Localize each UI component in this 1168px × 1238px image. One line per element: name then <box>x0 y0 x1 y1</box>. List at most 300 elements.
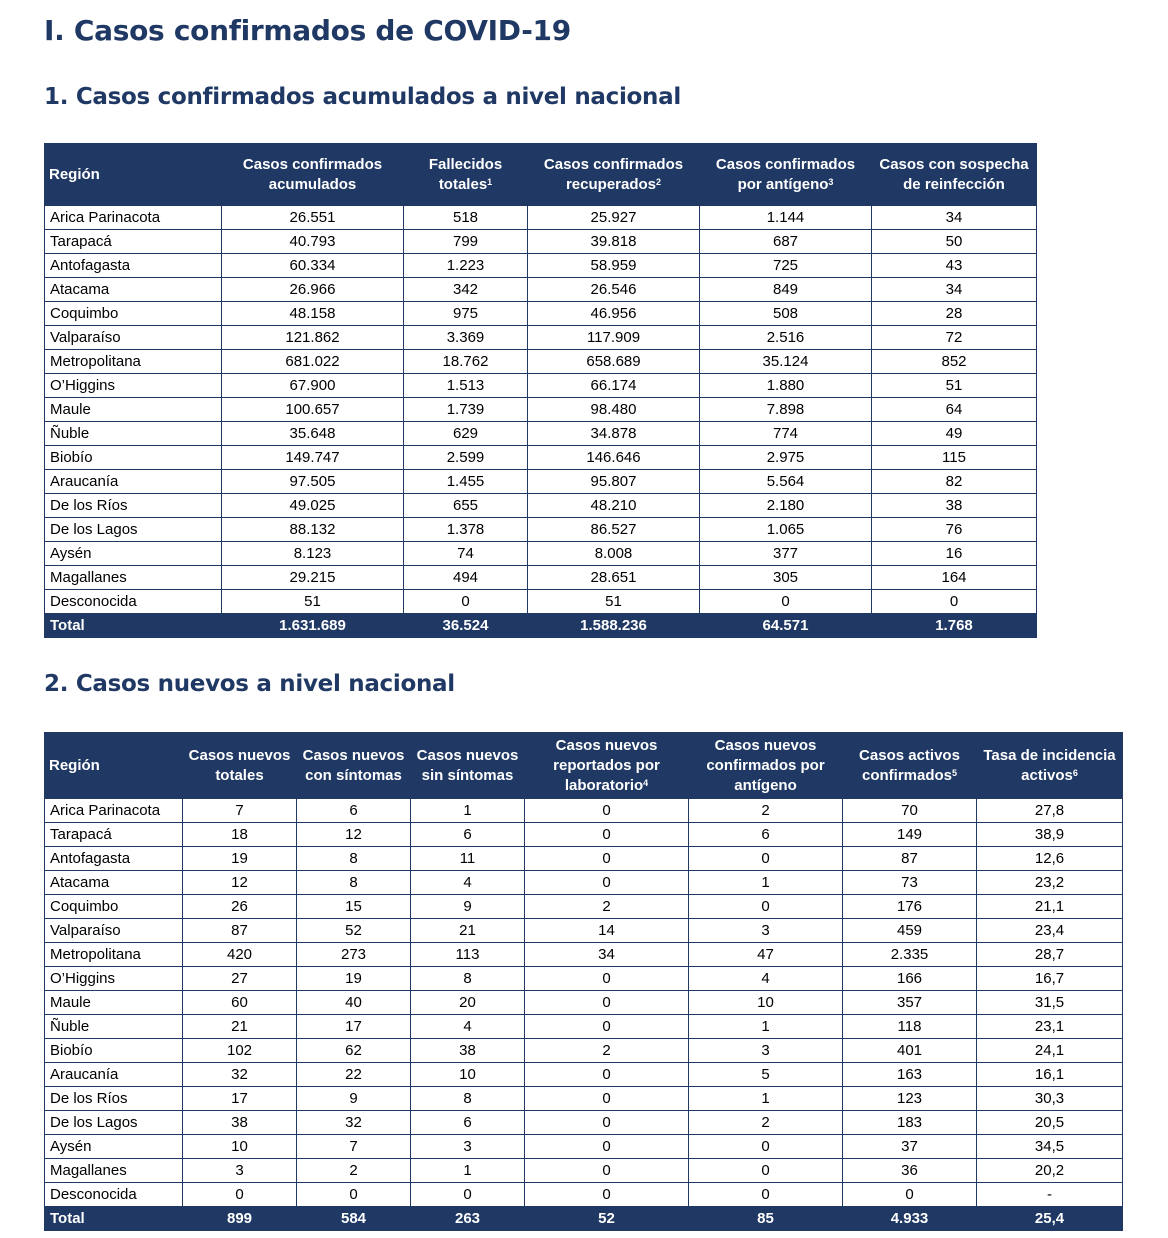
value-cell: 0 <box>700 590 872 614</box>
total-row <box>45 614 1037 638</box>
value-cell: 28 <box>872 302 1037 326</box>
value-cell: 76 <box>872 518 1037 542</box>
value-cell: 0 <box>404 590 528 614</box>
value-cell: 24,1 <box>977 1039 1123 1063</box>
value-cell: 1 <box>689 1015 843 1039</box>
value-cell: 2.975 <box>700 446 872 470</box>
value-cell: 34 <box>872 278 1037 302</box>
value-cell: 2.516 <box>700 326 872 350</box>
region-cell: Atacama <box>45 278 222 302</box>
value-cell: 95.807 <box>528 470 700 494</box>
value-cell: 98.480 <box>528 398 700 422</box>
value-cell: 377 <box>700 542 872 566</box>
region-cell: De los Lagos <box>45 1111 183 1135</box>
value-cell: 15 <box>297 895 411 919</box>
value-cell: 8 <box>297 847 411 871</box>
region-cell: Tarapacá <box>45 230 222 254</box>
value-cell: 117.909 <box>528 326 700 350</box>
value-cell: 852 <box>872 350 1037 374</box>
value-cell: 21 <box>183 1015 297 1039</box>
region-cell: Ñuble <box>45 1015 183 1039</box>
total-value: 1.588.236 <box>528 614 700 638</box>
region-cell: Metropolitana <box>45 350 222 374</box>
region-cell: Maule <box>45 991 183 1015</box>
value-cell: 1 <box>411 799 525 823</box>
table-row <box>45 470 1037 494</box>
value-cell: 3 <box>411 1135 525 1159</box>
value-cell: 0 <box>525 1087 689 1111</box>
column-header: Región <box>45 733 183 799</box>
table-row <box>45 302 1037 326</box>
value-cell: 66.174 <box>528 374 700 398</box>
value-cell: 149.747 <box>222 446 404 470</box>
region-cell: Aysén <box>45 1135 183 1159</box>
value-cell: 27,8 <box>977 799 1123 823</box>
value-cell: 72 <box>872 326 1037 350</box>
value-cell: 9 <box>411 895 525 919</box>
value-cell: 508 <box>700 302 872 326</box>
value-cell: 0 <box>872 590 1037 614</box>
value-cell: 100.657 <box>222 398 404 422</box>
value-cell: 2 <box>525 1039 689 1063</box>
value-cell: 0 <box>525 1111 689 1135</box>
value-cell: 19 <box>183 847 297 871</box>
table-row <box>45 895 1123 919</box>
value-cell: 51 <box>222 590 404 614</box>
value-cell: 46.956 <box>528 302 700 326</box>
region-cell: Antofagasta <box>45 847 183 871</box>
value-cell: 21 <box>411 919 525 943</box>
value-cell: 6 <box>689 823 843 847</box>
value-cell: - <box>977 1183 1123 1207</box>
total-label: Total <box>45 614 222 638</box>
value-cell: 10 <box>411 1063 525 1087</box>
value-cell: 67.900 <box>222 374 404 398</box>
table-row <box>45 1159 1123 1183</box>
value-cell: 2 <box>689 1111 843 1135</box>
page-title: I. Casos confirmados de COVID-19 <box>44 14 571 47</box>
region-cell: Magallanes <box>45 566 222 590</box>
value-cell: 35.648 <box>222 422 404 446</box>
value-cell: 32 <box>297 1111 411 1135</box>
new-cases-table <box>44 732 1123 1231</box>
value-cell: 7.898 <box>700 398 872 422</box>
total-value: 85 <box>689 1207 843 1231</box>
value-cell: 73 <box>843 871 977 895</box>
table-row <box>45 1039 1123 1063</box>
value-cell: 1.378 <box>404 518 528 542</box>
value-cell: 26.546 <box>528 278 700 302</box>
value-cell: 8.008 <box>528 542 700 566</box>
value-cell: 35.124 <box>700 350 872 374</box>
table-row <box>45 422 1037 446</box>
value-cell: 70 <box>843 799 977 823</box>
total-label: Total <box>45 1207 183 1231</box>
table-row <box>45 326 1037 350</box>
value-cell: 1 <box>689 871 843 895</box>
value-cell: 97.505 <box>222 470 404 494</box>
value-cell: 1.513 <box>404 374 528 398</box>
value-cell: 40.793 <box>222 230 404 254</box>
region-cell: O’Higgins <box>45 374 222 398</box>
value-cell: 21,1 <box>977 895 1123 919</box>
value-cell: 23,1 <box>977 1015 1123 1039</box>
region-cell: O’Higgins <box>45 967 183 991</box>
table-row <box>45 1015 1123 1039</box>
value-cell: 20,5 <box>977 1111 1123 1135</box>
value-cell: 7 <box>297 1135 411 1159</box>
table-row <box>45 542 1037 566</box>
table-row <box>45 566 1037 590</box>
value-cell: 975 <box>404 302 528 326</box>
value-cell: 8 <box>411 1087 525 1111</box>
value-cell: 37 <box>843 1135 977 1159</box>
total-value: 4.933 <box>843 1207 977 1231</box>
region-cell: Maule <box>45 398 222 422</box>
value-cell: 113 <box>411 943 525 967</box>
value-cell: 494 <box>404 566 528 590</box>
value-cell: 1 <box>689 1087 843 1111</box>
value-cell: 19 <box>297 967 411 991</box>
region-cell: Magallanes <box>45 1159 183 1183</box>
region-cell: Valparaíso <box>45 326 222 350</box>
value-cell: 34.878 <box>528 422 700 446</box>
value-cell: 17 <box>183 1087 297 1111</box>
value-cell: 2 <box>297 1159 411 1183</box>
value-cell: 0 <box>689 1159 843 1183</box>
value-cell: 0 <box>525 799 689 823</box>
value-cell: 49 <box>872 422 1037 446</box>
region-cell: De los Lagos <box>45 518 222 542</box>
value-cell: 12 <box>183 871 297 895</box>
value-cell: 38 <box>183 1111 297 1135</box>
value-cell: 26 <box>183 895 297 919</box>
value-cell: 1.223 <box>404 254 528 278</box>
column-header: Casos con sospecha de reinfección <box>872 144 1037 206</box>
value-cell: 629 <box>404 422 528 446</box>
value-cell: 687 <box>700 230 872 254</box>
value-cell: 2.599 <box>404 446 528 470</box>
value-cell: 38 <box>872 494 1037 518</box>
value-cell: 29.215 <box>222 566 404 590</box>
value-cell: 115 <box>872 446 1037 470</box>
value-cell: 0 <box>525 871 689 895</box>
region-cell: Valparaíso <box>45 919 183 943</box>
value-cell: 49.025 <box>222 494 404 518</box>
value-cell: 176 <box>843 895 977 919</box>
value-cell: 34,5 <box>977 1135 1123 1159</box>
value-cell: 88.132 <box>222 518 404 542</box>
value-cell: 26.551 <box>222 206 404 230</box>
value-cell: 16,7 <box>977 967 1123 991</box>
value-cell: 401 <box>843 1039 977 1063</box>
total-value: 1.768 <box>872 614 1037 638</box>
table-row <box>45 590 1037 614</box>
value-cell: 0 <box>525 1159 689 1183</box>
value-cell: 5.564 <box>700 470 872 494</box>
value-cell: 74 <box>404 542 528 566</box>
table-row <box>45 278 1037 302</box>
column-header: Tasa de incidencia activos$^6$ <box>977 733 1123 799</box>
value-cell: 0 <box>525 847 689 871</box>
value-cell: 459 <box>843 919 977 943</box>
value-cell: 0 <box>525 1015 689 1039</box>
value-cell: 31,5 <box>977 991 1123 1015</box>
region-cell: Tarapacá <box>45 823 183 847</box>
value-cell: 3 <box>183 1159 297 1183</box>
value-cell: 18 <box>183 823 297 847</box>
value-cell: 20,2 <box>977 1159 1123 1183</box>
value-cell: 30,3 <box>977 1087 1123 1111</box>
value-cell: 6 <box>411 1111 525 1135</box>
table-row <box>45 398 1037 422</box>
value-cell: 2 <box>689 799 843 823</box>
value-cell: 17 <box>297 1015 411 1039</box>
value-cell: 725 <box>700 254 872 278</box>
value-cell: 3 <box>689 1039 843 1063</box>
region-cell: Ñuble <box>45 422 222 446</box>
table-row <box>45 847 1123 871</box>
value-cell: 305 <box>700 566 872 590</box>
value-cell: 0 <box>183 1183 297 1207</box>
column-header: Fallecidos totales$^1$ <box>404 144 528 206</box>
table-row <box>45 1063 1123 1087</box>
value-cell: 87 <box>843 847 977 871</box>
value-cell: 50 <box>872 230 1037 254</box>
value-cell: 0 <box>411 1183 525 1207</box>
value-cell: 62 <box>297 1039 411 1063</box>
total-value: 64.571 <box>700 614 872 638</box>
value-cell: 47 <box>689 943 843 967</box>
value-cell: 38,9 <box>977 823 1123 847</box>
value-cell: 10 <box>689 991 843 1015</box>
table-row <box>45 991 1123 1015</box>
value-cell: 3 <box>689 919 843 943</box>
column-header: Casos confirmados por antígeno$^3$ <box>700 144 872 206</box>
value-cell: 11 <box>411 847 525 871</box>
region-cell: Desconocida <box>45 590 222 614</box>
value-cell: 38 <box>411 1039 525 1063</box>
value-cell: 0 <box>525 1183 689 1207</box>
region-cell: De los Ríos <box>45 494 222 518</box>
value-cell: 0 <box>525 1063 689 1087</box>
table-row <box>45 967 1123 991</box>
section1-heading: 1. Casos confirmados acumulados a nivel nacional <box>44 84 681 110</box>
value-cell: 0 <box>843 1183 977 1207</box>
total-value: 52 <box>525 1207 689 1231</box>
value-cell: 22 <box>297 1063 411 1087</box>
value-cell: 20 <box>411 991 525 1015</box>
value-cell: 60.334 <box>222 254 404 278</box>
value-cell: 8 <box>297 871 411 895</box>
region-cell: Biobío <box>45 1039 183 1063</box>
value-cell: 36 <box>843 1159 977 1183</box>
value-cell: 1.455 <box>404 470 528 494</box>
value-cell: 2 <box>525 895 689 919</box>
value-cell: 0 <box>525 991 689 1015</box>
value-cell: 164 <box>872 566 1037 590</box>
value-cell: 518 <box>404 206 528 230</box>
value-cell: 183 <box>843 1111 977 1135</box>
region-cell: Araucanía <box>45 1063 183 1087</box>
value-cell: 799 <box>404 230 528 254</box>
value-cell: 146.646 <box>528 446 700 470</box>
value-cell: 166 <box>843 967 977 991</box>
value-cell: 26.966 <box>222 278 404 302</box>
value-cell: 357 <box>843 991 977 1015</box>
value-cell: 58.959 <box>528 254 700 278</box>
value-cell: 27 <box>183 967 297 991</box>
value-cell: 0 <box>525 1135 689 1159</box>
value-cell: 52 <box>297 919 411 943</box>
column-header: Casos confirmados recuperados$^2$ <box>528 144 700 206</box>
value-cell: 118 <box>843 1015 977 1039</box>
value-cell: 32 <box>183 1063 297 1087</box>
value-cell: 23,4 <box>977 919 1123 943</box>
column-header: Región <box>45 144 222 206</box>
region-cell: Aysén <box>45 542 222 566</box>
value-cell: 34 <box>872 206 1037 230</box>
value-cell: 149 <box>843 823 977 847</box>
value-cell: 1.144 <box>700 206 872 230</box>
region-cell: Desconocida <box>45 1183 183 1207</box>
value-cell: 86.527 <box>528 518 700 542</box>
value-cell: 0 <box>689 895 843 919</box>
value-cell: 4 <box>411 1015 525 1039</box>
value-cell: 64 <box>872 398 1037 422</box>
column-header: Casos nuevos totales <box>183 733 297 799</box>
value-cell: 23,2 <box>977 871 1123 895</box>
value-cell: 25.927 <box>528 206 700 230</box>
table-row <box>45 1087 1123 1111</box>
table-row <box>45 254 1037 278</box>
value-cell: 681.022 <box>222 350 404 374</box>
value-cell: 28.651 <box>528 566 700 590</box>
value-cell: 48.158 <box>222 302 404 326</box>
value-cell: 0 <box>689 847 843 871</box>
value-cell: 28,7 <box>977 943 1123 967</box>
region-cell: Biobío <box>45 446 222 470</box>
value-cell: 51 <box>872 374 1037 398</box>
region-cell: Arica Parinacota <box>45 799 183 823</box>
table-row <box>45 943 1123 967</box>
value-cell: 163 <box>843 1063 977 1087</box>
value-cell: 774 <box>700 422 872 446</box>
total-value: 263 <box>411 1207 525 1231</box>
table-row <box>45 871 1123 895</box>
region-cell: Arica Parinacota <box>45 206 222 230</box>
region-cell: Antofagasta <box>45 254 222 278</box>
value-cell: 87 <box>183 919 297 943</box>
table-row <box>45 919 1123 943</box>
value-cell: 48.210 <box>528 494 700 518</box>
total-value: 899 <box>183 1207 297 1231</box>
table-row <box>45 206 1037 230</box>
total-value: 25,4 <box>977 1207 1123 1231</box>
value-cell: 8.123 <box>222 542 404 566</box>
value-cell: 273 <box>297 943 411 967</box>
value-cell: 0 <box>525 823 689 847</box>
value-cell: 12,6 <box>977 847 1123 871</box>
value-cell: 1.880 <box>700 374 872 398</box>
value-cell: 4 <box>689 967 843 991</box>
table-row <box>45 1135 1123 1159</box>
value-cell: 2.335 <box>843 943 977 967</box>
value-cell: 14 <box>525 919 689 943</box>
value-cell: 3.369 <box>404 326 528 350</box>
value-cell: 342 <box>404 278 528 302</box>
region-cell: De los Ríos <box>45 1087 183 1111</box>
value-cell: 420 <box>183 943 297 967</box>
region-cell: Coquimbo <box>45 302 222 326</box>
value-cell: 0 <box>297 1183 411 1207</box>
value-cell: 82 <box>872 470 1037 494</box>
table-row <box>45 1111 1123 1135</box>
table-row <box>45 350 1037 374</box>
value-cell: 6 <box>411 823 525 847</box>
total-value: 36.524 <box>404 614 528 638</box>
column-header: Casos nuevos reportados por laboratorio$^4$ <box>525 733 689 799</box>
value-cell: 5 <box>689 1063 843 1087</box>
table-row <box>45 230 1037 254</box>
value-cell: 2.180 <box>700 494 872 518</box>
value-cell: 1.739 <box>404 398 528 422</box>
value-cell: 16 <box>872 542 1037 566</box>
value-cell: 0 <box>689 1183 843 1207</box>
table-row <box>45 823 1123 847</box>
table-row <box>45 446 1037 470</box>
column-header: Casos nuevos con síntomas <box>297 733 411 799</box>
column-header: Casos nuevos confirmados por antígeno <box>689 733 843 799</box>
value-cell: 123 <box>843 1087 977 1111</box>
value-cell: 4 <box>411 871 525 895</box>
total-value: 584 <box>297 1207 411 1231</box>
region-cell: Atacama <box>45 871 183 895</box>
value-cell: 16,1 <box>977 1063 1123 1087</box>
value-cell: 0 <box>525 967 689 991</box>
total-value: 1.631.689 <box>222 614 404 638</box>
section2-heading: 2. Casos nuevos a nivel nacional <box>44 671 455 697</box>
value-cell: 34 <box>525 943 689 967</box>
region-cell: Metropolitana <box>45 943 183 967</box>
value-cell: 655 <box>404 494 528 518</box>
region-cell: Coquimbo <box>45 895 183 919</box>
table-row <box>45 1183 1123 1207</box>
column-header: Casos nuevos sin síntomas <box>411 733 525 799</box>
value-cell: 39.818 <box>528 230 700 254</box>
value-cell: 1.065 <box>700 518 872 542</box>
table-row <box>45 374 1037 398</box>
value-cell: 43 <box>872 254 1037 278</box>
column-header: Casos confirmados acumulados <box>222 144 404 206</box>
total-row <box>45 1207 1123 1231</box>
value-cell: 51 <box>528 590 700 614</box>
value-cell: 0 <box>689 1135 843 1159</box>
region-cell: Araucanía <box>45 470 222 494</box>
value-cell: 40 <box>297 991 411 1015</box>
value-cell: 10 <box>183 1135 297 1159</box>
table-row <box>45 518 1037 542</box>
table-row <box>45 494 1037 518</box>
value-cell: 102 <box>183 1039 297 1063</box>
value-cell: 658.689 <box>528 350 700 374</box>
value-cell: 1 <box>411 1159 525 1183</box>
value-cell: 8 <box>411 967 525 991</box>
accumulated-cases-table <box>44 143 1037 638</box>
value-cell: 6 <box>297 799 411 823</box>
column-header: Casos activos confirmados$^5$ <box>843 733 977 799</box>
value-cell: 12 <box>297 823 411 847</box>
